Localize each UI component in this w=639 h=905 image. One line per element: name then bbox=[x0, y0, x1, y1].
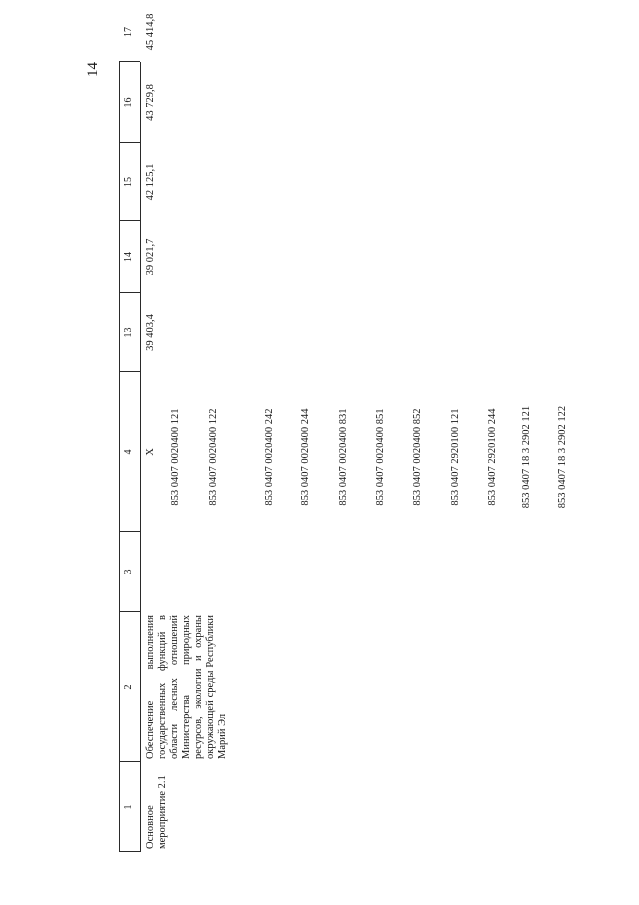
code-item: 853 0407 2920100 121 bbox=[450, 408, 461, 506]
value-col-17: 45 414,8 bbox=[145, 13, 156, 51]
code-item: 853 0407 0020400 242 bbox=[264, 408, 275, 506]
value-col-15: 42 125,1 bbox=[145, 163, 156, 201]
code-item: 853 0407 0020400 121 bbox=[170, 408, 181, 506]
code-item: 853 0407 0020400 851 bbox=[375, 408, 386, 506]
header-col-13: 13 bbox=[123, 327, 134, 338]
value-col-16: 43 729,8 bbox=[145, 84, 156, 121]
event-description: Обеспечение выполнения государственных функций в области лесных отношений Министерства природных ресурсов, экологии и охраны окружающей среды Республики Марий Эл bbox=[145, 615, 228, 759]
code-item: 853 0407 0020400 122 bbox=[208, 408, 219, 506]
header-col-15: 15 bbox=[123, 177, 134, 187]
event-name: Основное мероприятие 2.1 bbox=[145, 775, 168, 849]
code-item: 853 0407 0020400 244 bbox=[300, 408, 311, 506]
value-col-14: 39 021,7 bbox=[145, 238, 156, 276]
header-col-14: 14 bbox=[123, 252, 134, 262]
header-bottom-border bbox=[140, 62, 141, 852]
header-col-1: 1 bbox=[123, 804, 134, 810]
code-item: 853 0407 0020400 852 bbox=[412, 408, 423, 506]
code-item: 853 0407 0020400 831 bbox=[338, 408, 349, 506]
value-col-13: 39 403,4 bbox=[145, 314, 156, 351]
page-number: 14 bbox=[85, 62, 101, 77]
header-col-2: 2 bbox=[123, 684, 134, 690]
table-top-border bbox=[119, 62, 120, 852]
header-col-3: 3 bbox=[123, 569, 134, 575]
header-col-4: 4 bbox=[123, 449, 134, 455]
code-item: 853 0407 2920100 244 bbox=[487, 408, 498, 506]
header-col-17: 17 bbox=[123, 27, 134, 37]
status-marker: X bbox=[145, 448, 156, 456]
code-item: 853 0407 18 3 2902 121 bbox=[521, 405, 532, 509]
code-item: 853 0407 18 3 2902 122 bbox=[557, 405, 568, 509]
header-col-16: 16 bbox=[123, 97, 134, 108]
